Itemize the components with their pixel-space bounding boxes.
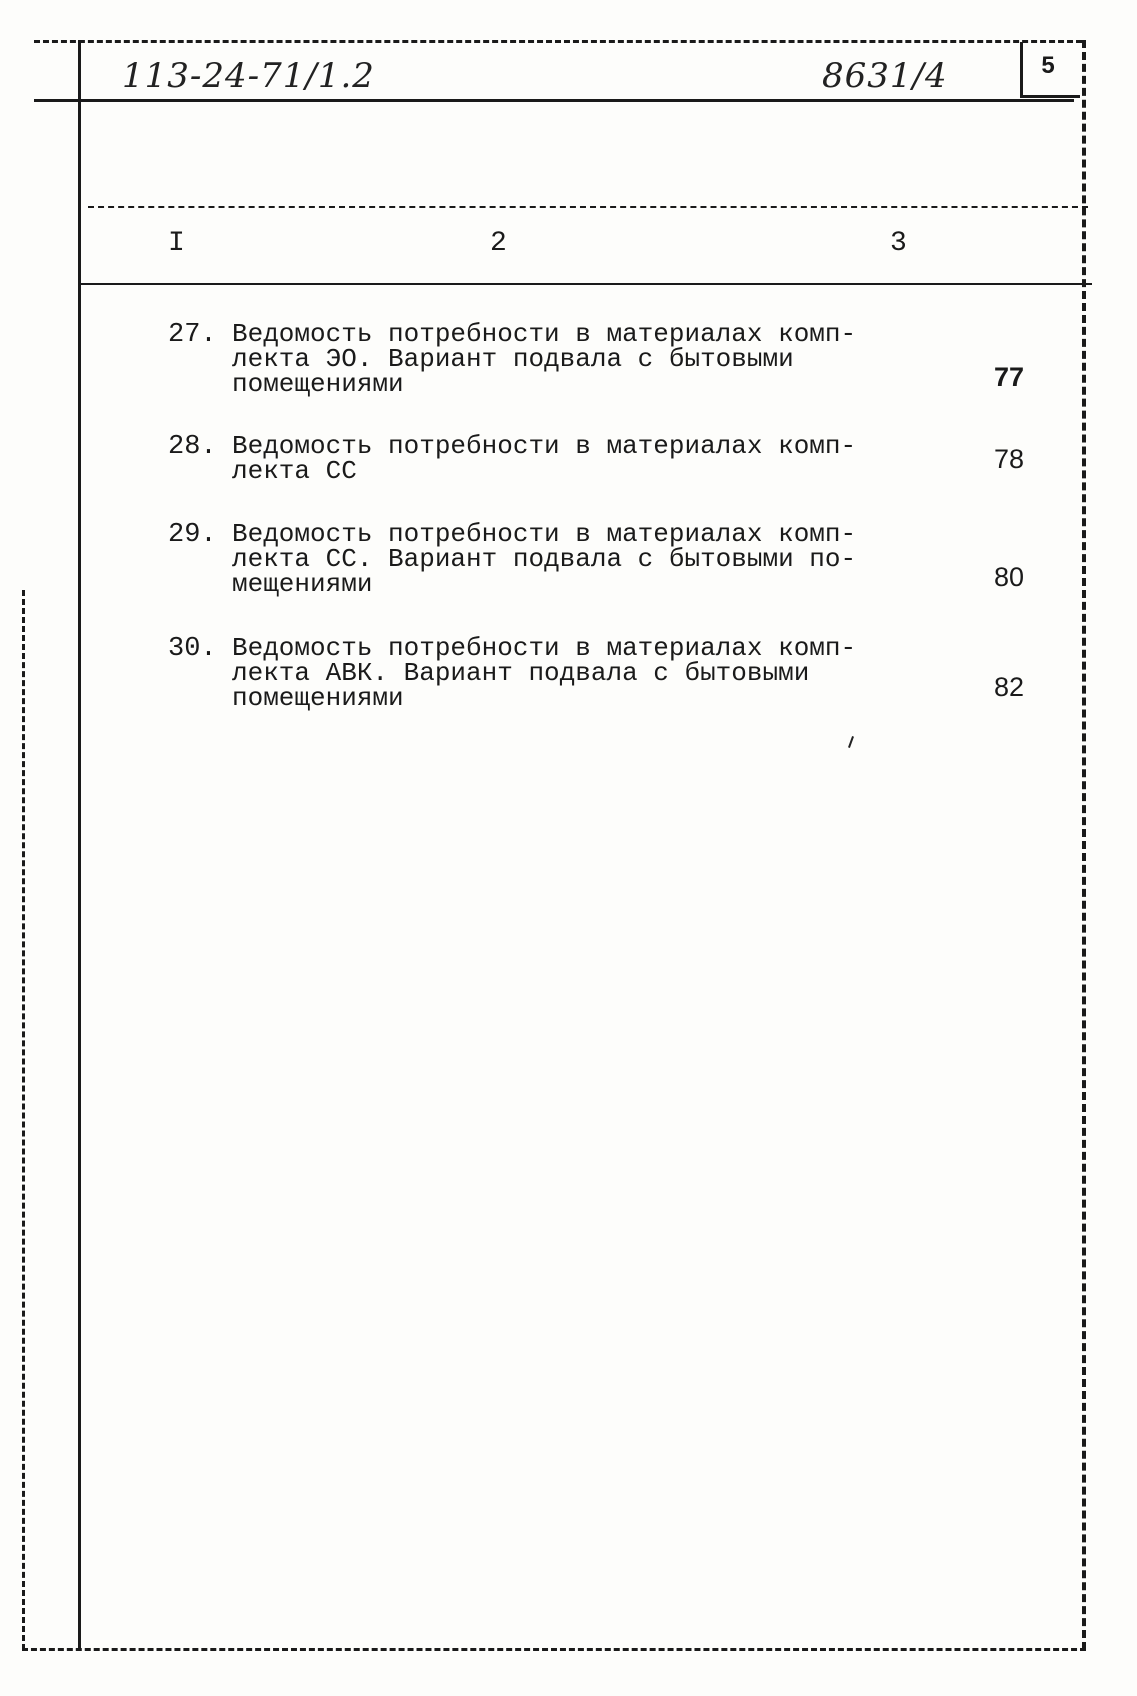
item-page-number: 82: [994, 672, 1025, 702]
frame-left-margin-line: [22, 590, 25, 1650]
frame-right-line: [1082, 40, 1086, 1650]
item-title-line: помещениями: [232, 683, 404, 713]
item-title-line: помещениями: [232, 369, 404, 399]
list-item: [168, 431, 1068, 490]
item-title: [232, 633, 857, 713]
item-title-line: лекта СС: [232, 456, 357, 486]
frame-bottom-line: [22, 1648, 1086, 1651]
pen-mark: [848, 736, 854, 748]
item-title: [232, 319, 857, 399]
item-title-line: лекта АВК. Вариант подвала с бытовыми: [232, 658, 810, 688]
item-title-line: Ведомость потребности в материалах комп-: [232, 431, 857, 461]
column-header-1: I: [168, 228, 185, 259]
item-title-line: Ведомость потребности в материалах комп-: [232, 319, 857, 349]
item-page-number: 80: [994, 562, 1025, 592]
item-number: 28.: [168, 432, 217, 462]
item-title: [232, 431, 857, 486]
list-item: [168, 519, 1068, 602]
item-number: 29.: [168, 520, 217, 550]
item-title-line: Ведомость потребности в материалах комп-: [232, 633, 857, 663]
table-header-bottom-line: [78, 283, 1092, 285]
sheet-number: 5: [1041, 52, 1055, 79]
item-page-number: 77: [994, 362, 1025, 392]
column-header-2: 2: [490, 228, 507, 259]
frame-left-line: [78, 40, 81, 1648]
column-header-3: 3: [890, 228, 907, 259]
item-number: 30.: [168, 634, 217, 664]
item-title-line: Ведомость потребности в материалах комп-: [232, 519, 857, 549]
document-code: 113-24-71/1.2: [122, 56, 375, 96]
item-title-line: лекта ЭО. Вариант подвала с бытовыми: [232, 344, 794, 374]
item-title-line: мещениями: [232, 569, 373, 599]
list-item: [168, 319, 1068, 402]
item-title-line: лекта СС. Вариант подвала с бытовыми по-: [232, 544, 857, 574]
list-item: [168, 633, 1068, 716]
table-header-top-line: [88, 206, 1088, 208]
item-title: [232, 519, 857, 599]
header-underline: [34, 99, 1074, 102]
item-number: 27.: [168, 320, 217, 350]
item-page-number: 78: [994, 444, 1025, 474]
inventory-number: 8631/4: [822, 56, 948, 96]
frame-top-line: [34, 40, 1082, 43]
